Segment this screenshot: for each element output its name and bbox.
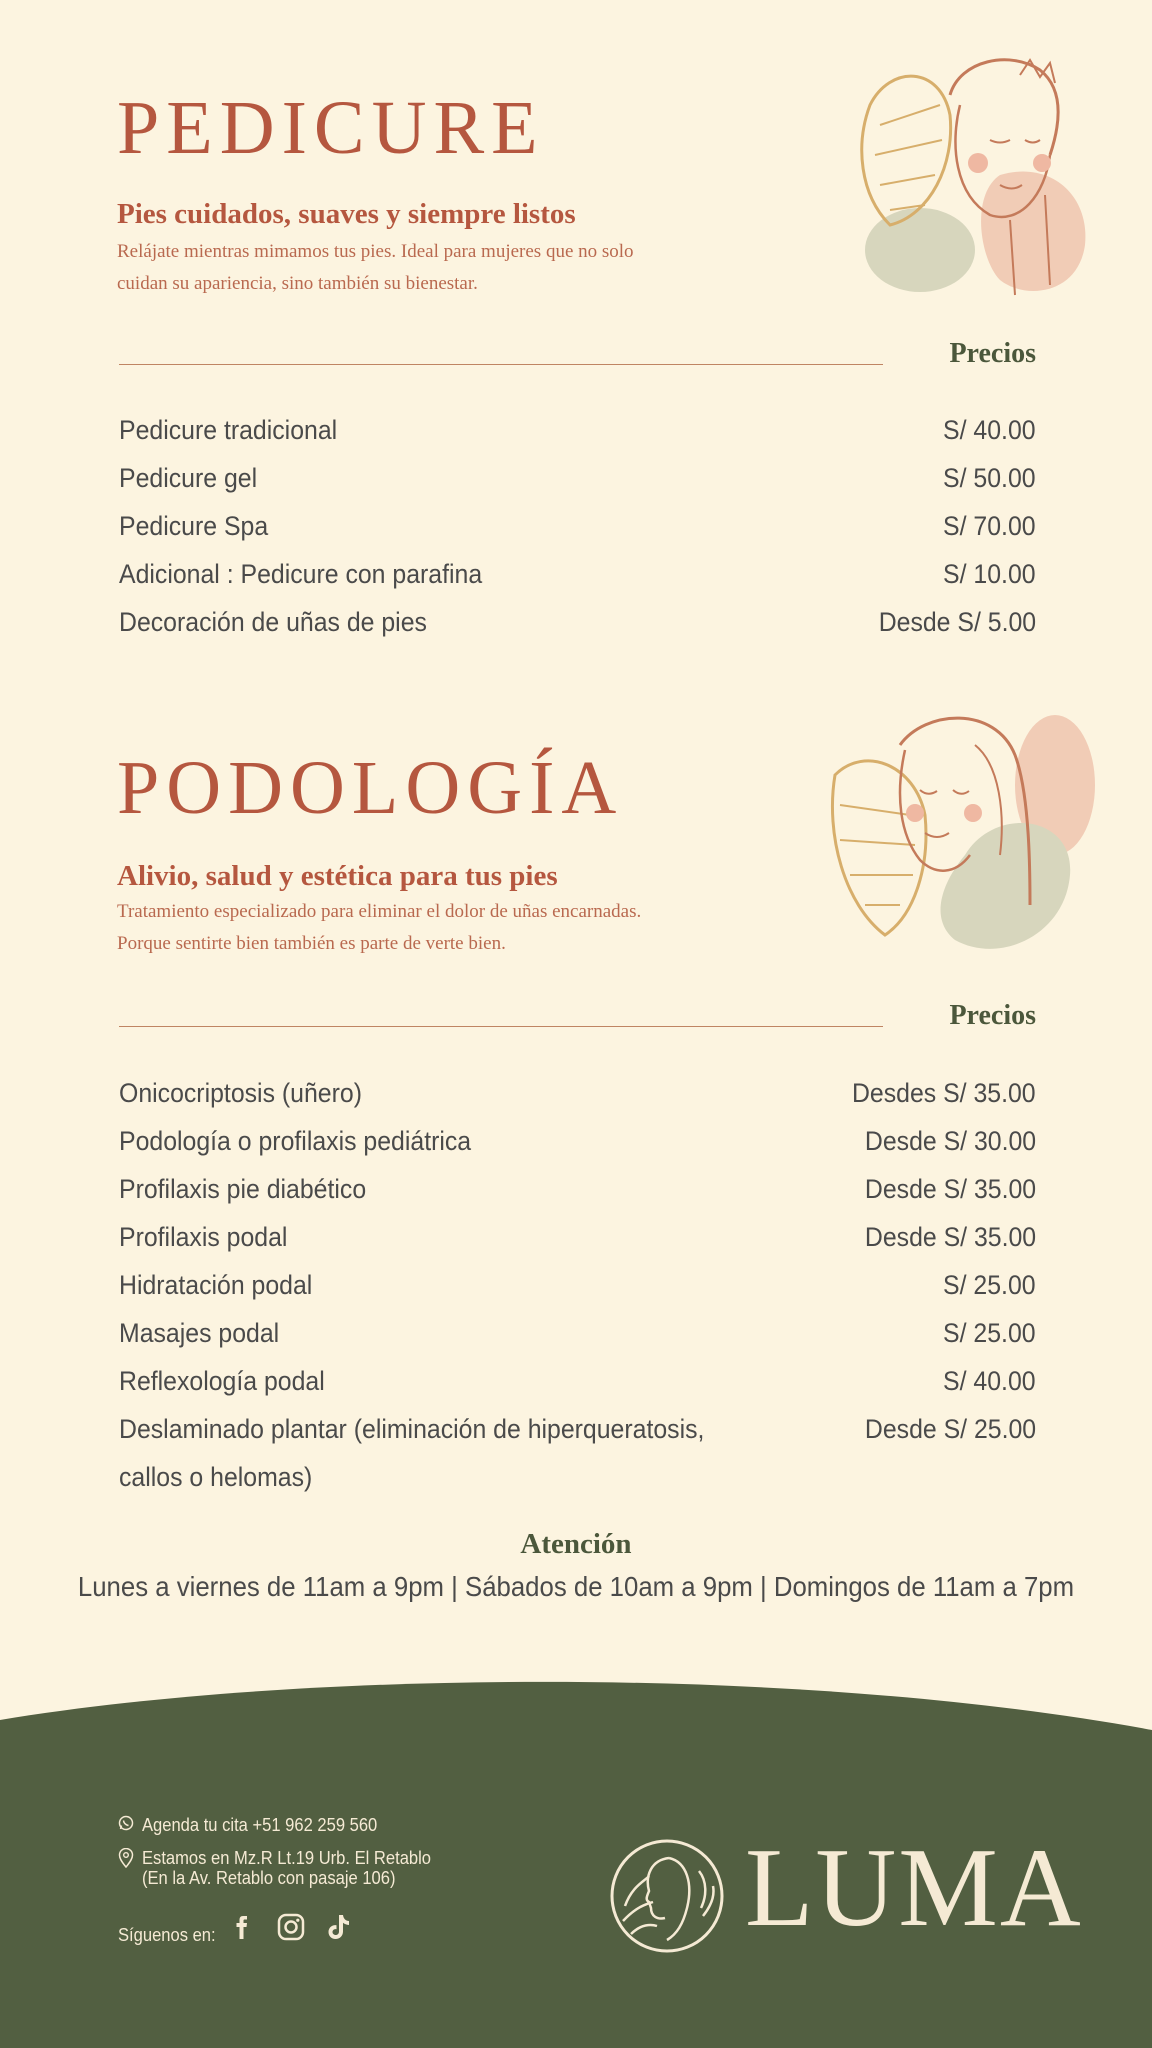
list-item <box>119 1261 1036 1309</box>
list-item <box>119 1165 1036 1213</box>
location-pin-icon <box>118 1848 134 1868</box>
brand-wordmark: LUMA <box>745 1826 1083 1950</box>
pedicure-prices-label: Precios <box>949 338 1036 369</box>
service-name: Masajes podal <box>119 1318 280 1348</box>
list-item <box>119 502 1036 550</box>
podologia-desc-line: Porque sentirte bien también es parte de verte bien. <box>117 933 506 954</box>
pedicure-title: PEDICURE <box>117 86 545 170</box>
service-price: Desdes S/ 35.00 <box>852 1078 1036 1108</box>
woman-face-leaf-illustration <box>850 45 1095 305</box>
service-name: Adicional : Pedicure con parafina <box>119 559 483 589</box>
service-price: S/ 10.00 <box>943 559 1036 589</box>
podologia-desc-line: Tratamiento especializado para eliminar el dolor de uñas encarnadas. <box>117 901 642 922</box>
service-name: Pedicure gel <box>119 463 258 493</box>
pedicure-subtitle: Pies cuidados, suaves y siempre listos <box>117 198 576 230</box>
address-line: (En la Av. Retablo con pasaje 106) <box>142 1868 396 1888</box>
section-divider <box>119 364 883 365</box>
service-name: Decoración de uñas de pies <box>119 607 427 637</box>
service-price: Desde S/ 35.00 <box>864 1222 1036 1252</box>
podologia-title: PODOLOGÍA <box>117 746 624 830</box>
service-name: Pedicure Spa <box>119 511 269 541</box>
pedicure-description <box>117 236 837 300</box>
pedicure-desc-line: cuidan su apariencia, sino también su bienestar. <box>117 273 478 294</box>
list-item <box>119 1309 1036 1357</box>
podologia-price-list <box>119 1069 1036 1501</box>
service-name: Profilaxis pie diabético <box>119 1174 367 1204</box>
podologia-subtitle: Alivio, salud y estética para tus pies <box>117 860 558 892</box>
service-price: Desde S/ 35.00 <box>864 1174 1036 1204</box>
list-item <box>119 406 1036 454</box>
service-price: S/ 40.00 <box>943 415 1036 445</box>
podologia-prices-label: Precios <box>949 1000 1036 1031</box>
service-price: S/ 40.00 <box>943 1366 1036 1396</box>
hours-title: Atención <box>520 1528 632 1560</box>
list-item <box>119 1405 1036 1501</box>
service-price: Desde S/ 5.00 <box>878 607 1036 637</box>
service-name: Profilaxis podal <box>119 1222 288 1252</box>
pedicure-desc-line: Relájate mientras mimamos tus pies. Ideal para mujeres que no solo <box>117 241 634 262</box>
service-name: Pedicure tradicional <box>119 415 338 445</box>
list-item <box>119 1357 1036 1405</box>
service-name: Deslaminado plantar (eliminación de hiperqueratosis, callos o helomas) <box>119 1414 705 1492</box>
list-item <box>119 550 1036 598</box>
service-price: S/ 25.00 <box>943 1318 1036 1348</box>
follow-label: Síguenos en: <box>118 1925 216 1945</box>
woman-face-leaf-illustration-2 <box>825 705 1095 970</box>
service-name: Reflexología podal <box>119 1366 325 1396</box>
service-price: S/ 50.00 <box>943 463 1036 493</box>
pedicure-price-list <box>119 406 1036 646</box>
service-price: S/ 70.00 <box>943 511 1036 541</box>
hours-text: Lunes a viernes de 11am a 9pm | Sábados de 10am a 9pm | Domingos de 11am a 7pm <box>77 1571 1075 1602</box>
phone-contact[interactable] <box>118 1815 398 1835</box>
list-item <box>119 1117 1036 1165</box>
list-item <box>119 1069 1036 1117</box>
service-name: Hidratación podal <box>119 1270 313 1300</box>
tiktok-icon[interactable] <box>325 1912 353 1942</box>
address-line: Estamos en Mz.R Lt.19 Urb. El Retablo <box>142 1848 432 1868</box>
list-item <box>119 454 1036 502</box>
service-price: Desde S/ 25.00 <box>864 1414 1036 1444</box>
list-item <box>119 598 1036 646</box>
address-contact <box>118 1848 456 1888</box>
list-item <box>119 1213 1036 1261</box>
service-name: Onicocriptosis (uñero) <box>119 1078 362 1108</box>
luma-logo-emblem-icon <box>607 1836 727 1956</box>
address-text <box>142 1848 431 1888</box>
instagram-icon[interactable] <box>276 1912 306 1942</box>
service-price: S/ 25.00 <box>943 1270 1036 1300</box>
whatsapp-icon <box>118 1815 134 1831</box>
phone-text: Agenda tu cita +51 962 259 560 <box>142 1815 378 1835</box>
section-divider <box>119 1026 883 1027</box>
podologia-description <box>117 896 837 960</box>
service-name: Podología o profilaxis pediátrica <box>119 1126 472 1156</box>
service-price: Desde S/ 30.00 <box>864 1126 1036 1156</box>
facebook-icon[interactable] <box>232 1912 254 1942</box>
